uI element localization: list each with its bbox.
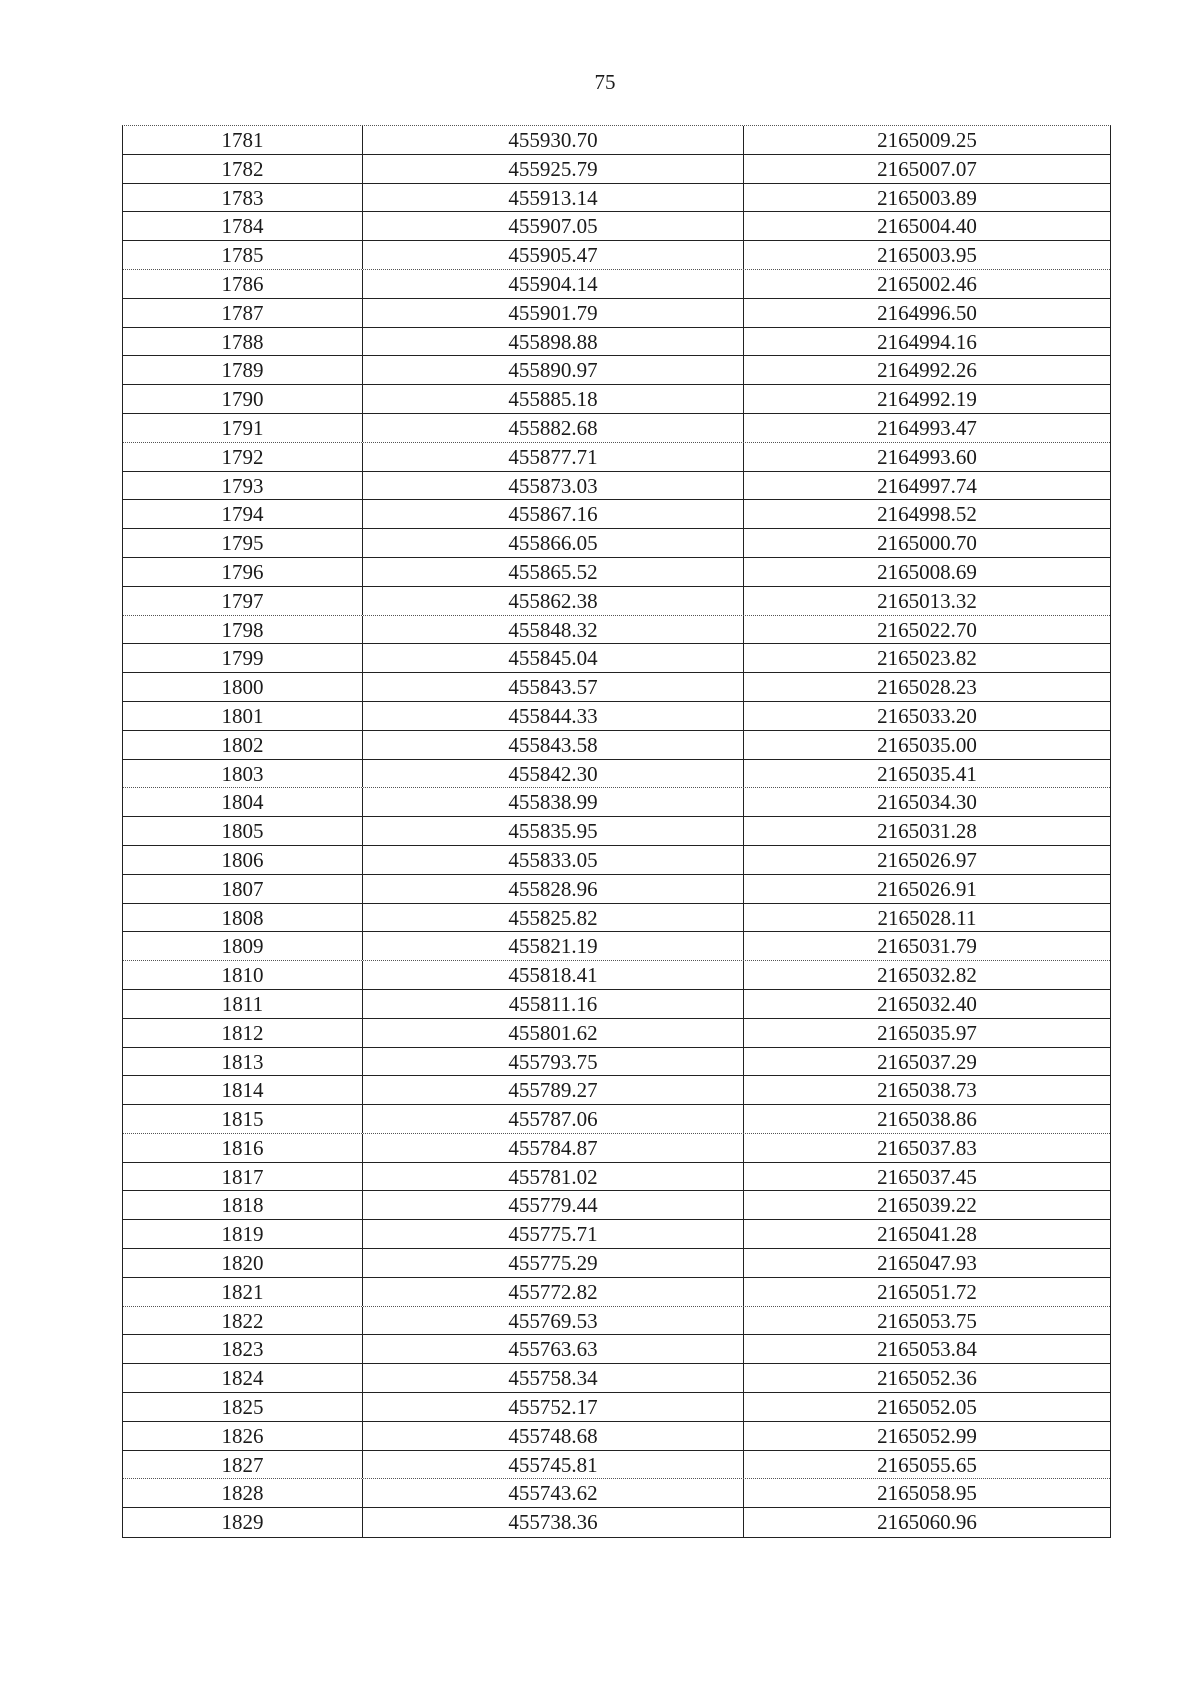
point-number-cell: 1800 bbox=[123, 673, 363, 701]
y-coordinate-cell: 2165052.99 bbox=[877, 1423, 977, 1448]
x-coordinate-cell: 455743.62 bbox=[363, 1479, 744, 1507]
table-row bbox=[123, 1163, 1110, 1192]
point-number-cell: 1802 bbox=[123, 731, 363, 759]
x-coordinate-cell: 455882.68 bbox=[363, 414, 744, 442]
point-number-cell: 1782 bbox=[123, 155, 363, 183]
y-coordinate-cell: 2165023.82 bbox=[877, 646, 977, 671]
x-coordinate-cell: 455842.30 bbox=[363, 760, 744, 788]
point-number-cell: 1812 bbox=[123, 1019, 363, 1047]
table-row bbox=[123, 328, 1110, 357]
table-row bbox=[123, 760, 1110, 789]
point-number-cell: 1803 bbox=[123, 760, 363, 788]
table-row bbox=[123, 529, 1110, 558]
y-coordinate-cell: 2165035.97 bbox=[877, 1020, 977, 1045]
x-coordinate-cell: 455793.75 bbox=[363, 1048, 744, 1076]
point-number-cell: 1817 bbox=[123, 1163, 363, 1191]
y-coordinate-cell: 2164996.50 bbox=[877, 300, 977, 325]
table-row bbox=[123, 1105, 1110, 1134]
point-number-cell: 1791 bbox=[123, 414, 363, 442]
table-row bbox=[123, 414, 1110, 443]
table-row bbox=[123, 846, 1110, 875]
y-coordinate-cell: 2165058.95 bbox=[877, 1481, 977, 1506]
y-coordinate-cell: 2165055.65 bbox=[877, 1452, 977, 1477]
y-coordinate-cell: 2165002.46 bbox=[877, 271, 977, 296]
table-row bbox=[123, 817, 1110, 846]
y-coordinate-cell: 2165034.30 bbox=[877, 790, 977, 815]
x-coordinate-cell: 455901.79 bbox=[363, 299, 744, 327]
point-number-cell: 1797 bbox=[123, 587, 363, 615]
table-row bbox=[123, 443, 1110, 472]
table-row bbox=[123, 1479, 1110, 1508]
point-number-cell: 1822 bbox=[123, 1307, 363, 1335]
x-coordinate-cell: 455905.47 bbox=[363, 241, 744, 269]
x-coordinate-cell: 455748.68 bbox=[363, 1422, 744, 1450]
y-coordinate-cell: 2165028.11 bbox=[877, 905, 977, 930]
x-coordinate-cell: 455913.14 bbox=[363, 184, 744, 212]
y-coordinate-cell: 2165038.86 bbox=[877, 1107, 977, 1132]
point-number-cell: 1789 bbox=[123, 356, 363, 384]
table-row bbox=[123, 1278, 1110, 1307]
point-number-cell: 1798 bbox=[123, 616, 363, 644]
x-coordinate-cell: 455862.38 bbox=[363, 587, 744, 615]
table-row bbox=[123, 299, 1110, 328]
x-coordinate-cell: 455925.79 bbox=[363, 155, 744, 183]
table-row bbox=[123, 1048, 1110, 1077]
y-coordinate-cell: 2165035.41 bbox=[877, 761, 977, 786]
y-coordinate-cell: 2165047.93 bbox=[877, 1251, 977, 1276]
point-number-cell: 1793 bbox=[123, 472, 363, 500]
x-coordinate-cell: 455845.04 bbox=[363, 644, 744, 672]
table-row bbox=[123, 500, 1110, 529]
point-number-cell: 1784 bbox=[123, 212, 363, 240]
x-coordinate-cell: 455885.18 bbox=[363, 385, 744, 413]
point-number-cell: 1819 bbox=[123, 1220, 363, 1248]
y-coordinate-cell: 2164993.47 bbox=[877, 415, 977, 440]
point-number-cell: 1781 bbox=[123, 126, 363, 154]
table-row bbox=[123, 1422, 1110, 1451]
table-row bbox=[123, 1076, 1110, 1105]
point-number-cell: 1792 bbox=[123, 443, 363, 471]
table-row bbox=[123, 1019, 1110, 1048]
table-row bbox=[123, 212, 1110, 241]
point-number-cell: 1823 bbox=[123, 1335, 363, 1363]
x-coordinate-cell: 455784.87 bbox=[363, 1134, 744, 1162]
y-coordinate-cell: 2165007.07 bbox=[877, 156, 977, 181]
table-row bbox=[123, 616, 1110, 645]
point-number-cell: 1801 bbox=[123, 702, 363, 730]
y-coordinate-cell: 2165004.40 bbox=[877, 214, 977, 239]
point-number-cell: 1796 bbox=[123, 558, 363, 586]
x-coordinate-cell: 455877.71 bbox=[363, 443, 744, 471]
point-number-cell: 1787 bbox=[123, 299, 363, 327]
x-coordinate-cell: 455866.05 bbox=[363, 529, 744, 557]
x-coordinate-cell: 455867.16 bbox=[363, 500, 744, 528]
y-coordinate-cell: 2165031.28 bbox=[877, 819, 977, 844]
table-row bbox=[123, 1249, 1110, 1278]
point-number-cell: 1825 bbox=[123, 1393, 363, 1421]
x-coordinate-cell: 455838.99 bbox=[363, 788, 744, 816]
point-number-cell: 1810 bbox=[123, 961, 363, 989]
x-coordinate-cell: 455801.62 bbox=[363, 1019, 744, 1047]
table-row bbox=[123, 270, 1110, 299]
x-coordinate-cell: 455745.81 bbox=[363, 1451, 744, 1479]
y-coordinate-cell: 2165035.00 bbox=[877, 732, 977, 757]
table-row bbox=[123, 558, 1110, 587]
x-coordinate-cell: 455821.19 bbox=[363, 932, 744, 960]
y-coordinate-cell: 2165038.73 bbox=[877, 1078, 977, 1103]
y-coordinate-cell: 2164994.16 bbox=[877, 329, 977, 354]
table-row bbox=[123, 1508, 1110, 1537]
x-coordinate-cell: 455865.52 bbox=[363, 558, 744, 586]
point-number-cell: 1805 bbox=[123, 817, 363, 845]
x-coordinate-cell: 455873.03 bbox=[363, 472, 744, 500]
table-row bbox=[123, 1393, 1110, 1422]
point-number-cell: 1807 bbox=[123, 875, 363, 903]
y-coordinate-cell: 2165039.22 bbox=[877, 1193, 977, 1218]
y-coordinate-cell: 2165052.36 bbox=[877, 1366, 977, 1391]
x-coordinate-cell: 455779.44 bbox=[363, 1191, 744, 1219]
table-row bbox=[123, 1191, 1110, 1220]
y-coordinate-cell: 2165026.97 bbox=[877, 847, 977, 872]
point-number-cell: 1786 bbox=[123, 270, 363, 298]
table-row bbox=[123, 1134, 1110, 1163]
table-row bbox=[123, 1451, 1110, 1480]
point-number-cell: 1816 bbox=[123, 1134, 363, 1162]
y-coordinate-cell: 2165041.28 bbox=[877, 1222, 977, 1247]
y-coordinate-cell: 2165051.72 bbox=[877, 1279, 977, 1304]
x-coordinate-cell: 455772.82 bbox=[363, 1278, 744, 1306]
y-coordinate-cell: 2165028.23 bbox=[877, 675, 977, 700]
y-coordinate-cell: 2165053.75 bbox=[877, 1308, 977, 1333]
table-row bbox=[123, 731, 1110, 760]
y-coordinate-cell: 2165033.20 bbox=[877, 703, 977, 728]
table-row bbox=[123, 241, 1110, 270]
table-row bbox=[123, 961, 1110, 990]
table-row bbox=[123, 184, 1110, 213]
y-coordinate-cell: 2165003.95 bbox=[877, 243, 977, 268]
x-coordinate-cell: 455825.82 bbox=[363, 904, 744, 932]
table-row bbox=[123, 788, 1110, 817]
table-row bbox=[123, 673, 1110, 702]
coordinates-table bbox=[122, 125, 1111, 1538]
x-coordinate-cell: 455811.16 bbox=[363, 990, 744, 1018]
y-coordinate-cell: 2164997.74 bbox=[877, 473, 977, 498]
point-number-cell: 1785 bbox=[123, 241, 363, 269]
point-number-cell: 1827 bbox=[123, 1451, 363, 1479]
x-coordinate-cell: 455930.70 bbox=[363, 126, 744, 154]
table-row bbox=[123, 1335, 1110, 1364]
x-coordinate-cell: 455787.06 bbox=[363, 1105, 744, 1133]
table-row bbox=[123, 155, 1110, 184]
x-coordinate-cell: 455789.27 bbox=[363, 1076, 744, 1104]
y-coordinate-cell: 2165037.83 bbox=[877, 1135, 977, 1160]
x-coordinate-cell: 455835.95 bbox=[363, 817, 744, 845]
y-coordinate-cell: 2164992.19 bbox=[877, 387, 977, 412]
x-coordinate-cell: 455907.05 bbox=[363, 212, 744, 240]
y-coordinate-cell: 2165053.84 bbox=[877, 1337, 977, 1362]
point-number-cell: 1806 bbox=[123, 846, 363, 874]
point-number-cell: 1783 bbox=[123, 184, 363, 212]
table-row bbox=[123, 1220, 1110, 1249]
y-coordinate-cell: 2165032.40 bbox=[877, 991, 977, 1016]
x-coordinate-cell: 455781.02 bbox=[363, 1163, 744, 1191]
point-number-cell: 1820 bbox=[123, 1249, 363, 1277]
y-coordinate-cell: 2165013.32 bbox=[877, 588, 977, 613]
table-row bbox=[123, 1307, 1110, 1336]
y-coordinate-cell: 2165052.05 bbox=[877, 1395, 977, 1420]
table-row bbox=[123, 875, 1110, 904]
y-coordinate-cell: 2165060.96 bbox=[877, 1510, 977, 1535]
x-coordinate-cell: 455843.58 bbox=[363, 731, 744, 759]
x-coordinate-cell: 455738.36 bbox=[363, 1508, 744, 1537]
point-number-cell: 1795 bbox=[123, 529, 363, 557]
table-row bbox=[123, 126, 1110, 155]
x-coordinate-cell: 455763.63 bbox=[363, 1335, 744, 1363]
point-number-cell: 1828 bbox=[123, 1479, 363, 1507]
x-coordinate-cell: 455848.32 bbox=[363, 616, 744, 644]
y-coordinate-cell: 2164993.60 bbox=[877, 444, 977, 469]
y-coordinate-cell: 2165022.70 bbox=[877, 617, 977, 642]
point-number-cell: 1815 bbox=[123, 1105, 363, 1133]
table-row bbox=[123, 472, 1110, 501]
x-coordinate-cell: 455898.88 bbox=[363, 328, 744, 356]
table-row bbox=[123, 644, 1110, 673]
point-number-cell: 1811 bbox=[123, 990, 363, 1018]
y-coordinate-cell: 2165000.70 bbox=[877, 531, 977, 556]
point-number-cell: 1829 bbox=[123, 1508, 363, 1537]
point-number-cell: 1790 bbox=[123, 385, 363, 413]
y-coordinate-cell: 2165009.25 bbox=[877, 128, 977, 152]
table-row bbox=[123, 702, 1110, 731]
point-number-cell: 1824 bbox=[123, 1364, 363, 1392]
y-coordinate-cell: 2165037.29 bbox=[877, 1049, 977, 1074]
x-coordinate-cell: 455818.41 bbox=[363, 961, 744, 989]
point-number-cell: 1788 bbox=[123, 328, 363, 356]
table-row bbox=[123, 587, 1110, 616]
point-number-cell: 1799 bbox=[123, 644, 363, 672]
point-number-cell: 1804 bbox=[123, 788, 363, 816]
point-number-cell: 1813 bbox=[123, 1048, 363, 1076]
y-coordinate-cell: 2164998.52 bbox=[877, 502, 977, 527]
x-coordinate-cell: 455833.05 bbox=[363, 846, 744, 874]
table-row bbox=[123, 356, 1110, 385]
table-row bbox=[123, 990, 1110, 1019]
table-row bbox=[123, 385, 1110, 414]
point-number-cell: 1794 bbox=[123, 500, 363, 528]
x-coordinate-cell: 455844.33 bbox=[363, 702, 744, 730]
point-number-cell: 1814 bbox=[123, 1076, 363, 1104]
table-row bbox=[123, 1364, 1110, 1393]
y-coordinate-cell: 2165008.69 bbox=[877, 559, 977, 584]
point-number-cell: 1809 bbox=[123, 932, 363, 960]
x-coordinate-cell: 455828.96 bbox=[363, 875, 744, 903]
y-coordinate-cell: 2165032.82 bbox=[877, 963, 977, 988]
x-coordinate-cell: 455843.57 bbox=[363, 673, 744, 701]
x-coordinate-cell: 455752.17 bbox=[363, 1393, 744, 1421]
table-row bbox=[123, 932, 1110, 961]
point-number-cell: 1821 bbox=[123, 1278, 363, 1306]
page-number: 75 bbox=[594, 70, 616, 94]
x-coordinate-cell: 455775.71 bbox=[363, 1220, 744, 1248]
point-number-cell: 1818 bbox=[123, 1191, 363, 1219]
y-coordinate-cell: 2165037.45 bbox=[877, 1164, 977, 1189]
x-coordinate-cell: 455890.97 bbox=[363, 356, 744, 384]
y-coordinate-cell: 2164992.26 bbox=[877, 358, 977, 383]
x-coordinate-cell: 455769.53 bbox=[363, 1307, 744, 1335]
y-coordinate-cell: 2165026.91 bbox=[877, 876, 977, 901]
point-number-cell: 1826 bbox=[123, 1422, 363, 1450]
x-coordinate-cell: 455758.34 bbox=[363, 1364, 744, 1392]
point-number-cell: 1808 bbox=[123, 904, 363, 932]
x-coordinate-cell: 455904.14 bbox=[363, 270, 744, 298]
x-coordinate-cell: 455775.29 bbox=[363, 1249, 744, 1277]
y-coordinate-cell: 2165003.89 bbox=[877, 185, 977, 210]
y-coordinate-cell: 2165031.79 bbox=[877, 934, 977, 959]
table-row bbox=[123, 904, 1110, 933]
